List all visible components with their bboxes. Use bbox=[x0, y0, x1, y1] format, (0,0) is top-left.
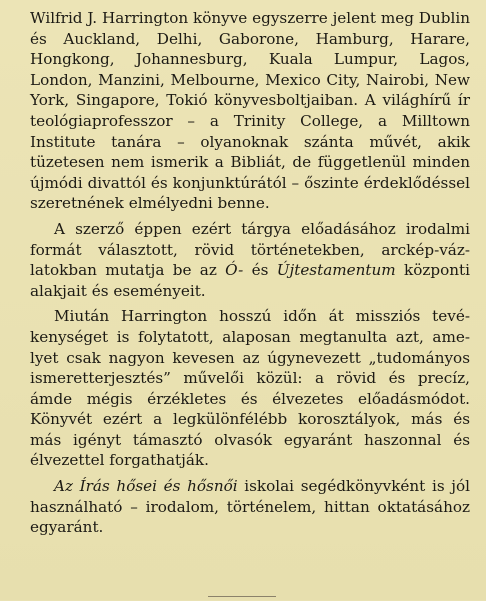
new-testament-term: Újtestamentum bbox=[276, 261, 396, 280]
book-title-italic: Az Írás hősei és hősnői bbox=[54, 477, 238, 496]
paragraph-3-text: Miután Harrington hosszú időn át missziós tevékenységet is folytatott, alaposan megtanulta azt, amelyet csak nagyon kevesen az úgynevezett „tudományos ismeretterjesztés” művelői közül: a rövid és precíz, ámde mégis érzékletes és élvezetes előadásmódot. Könyvét ezért a legkülönfélébb korosztályok, más és más igényt támasztó olvasók egyaránt haszonnal és élvezettel forgathatják. bbox=[30, 307, 470, 470]
paragraph-3 bbox=[30, 306, 470, 471]
blurb-text bbox=[30, 8, 470, 538]
paragraph-2-text-a: A szerző éppen ezért tárgya előadásához irodalmi formát választott, rövid történetekben, arckép-vázlatokban mutatja be az bbox=[30, 219, 470, 280]
paragraph-2 bbox=[30, 219, 470, 301]
paragraph-2-text-c: központi alakjait és eseményeit. bbox=[30, 261, 470, 300]
paragraph-1-text: Wilfrid J. Harrington könyve egyszerre jelent meg Dublin és Auckland, Delhi, Gaborone, Hamburg, Harare, Hongkong, Johannesburg, Kuala Lumpur, Lagos, London, Manzini, Melbourne, Mexico City, Nairobi, New York, Singapore, Tokió könyvesboltjaiban. A világhírű ír teológiaprofesszor – a Trinity College, a Milltown Institute tanára – olyanoknak szánta művét, akik tüzetesen nem ismerik a Bibliát, de függetlenül minden újmódi divattól és konjunktúrától – őszinte érdeklődéssel szeretnének elmélyedni benne. bbox=[30, 9, 470, 213]
page-bottom-rule bbox=[208, 596, 276, 601]
paragraph-4-text: iskolai segédkönyvként is jól használható – irodalom, történelem, hittan oktatásához egyaránt. bbox=[30, 477, 470, 537]
paragraph-2-text-b: és bbox=[243, 261, 277, 280]
paragraph-4 bbox=[30, 476, 470, 538]
paragraph-1 bbox=[30, 8, 470, 214]
old-testament-term: Ó- bbox=[225, 261, 244, 280]
